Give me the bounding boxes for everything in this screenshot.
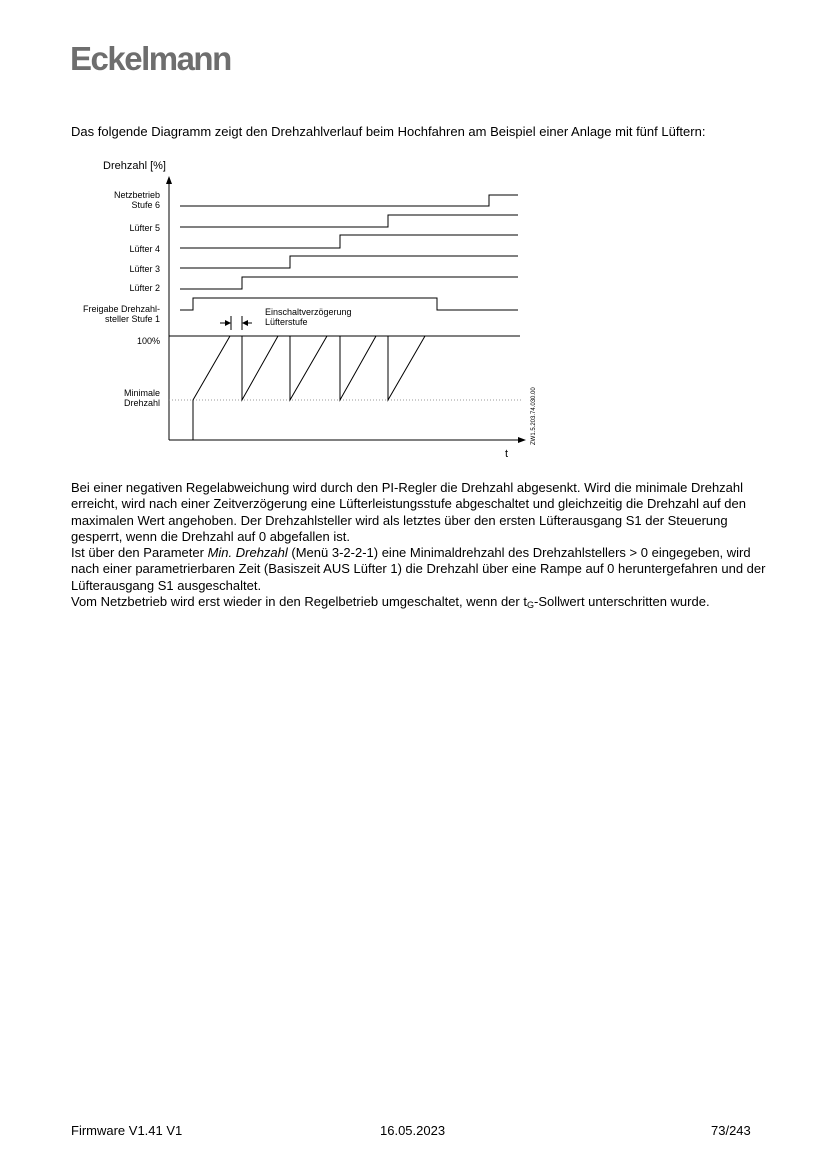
label-netz-2: Stufe 6 <box>131 200 160 210</box>
signal-luefter-2 <box>180 277 518 289</box>
paragraph-3 <box>71 594 771 610</box>
brand-logo: Eckelmann <box>70 40 231 77</box>
footer-firmware: Firmware V1.41 V1 <box>71 1123 183 1138</box>
delay-arrowhead-right <box>242 320 248 326</box>
subscript-g: G <box>526 600 534 611</box>
label-luefter-2: Lüfter 2 <box>129 283 160 293</box>
label-min-1: Minimale <box>123 388 160 398</box>
body-text <box>71 480 771 610</box>
delay-arrowhead-left <box>225 320 231 326</box>
footer-date: 16.05.2023 <box>380 1123 446 1138</box>
delay-label-2: Lüfterstufe <box>265 317 308 327</box>
signal-luefter-4 <box>180 235 518 248</box>
paragraph-2 <box>71 545 771 594</box>
speed-diagram <box>60 150 560 465</box>
x-axis-label: t <box>505 448 509 460</box>
signal-netzbetrieb <box>180 195 518 206</box>
label-min-2: Drehzahl <box>123 398 160 408</box>
y-axis-arrow <box>166 176 172 184</box>
label-netz-1: Netzbetrieb <box>113 190 160 200</box>
intro-text: Das folgende Diagramm zeigt den Drehzahlverlauf beim Hochfahren am Beispiel einer Anlage mit fünf Lüftern: <box>71 124 706 139</box>
paragraph-1: Bei einer negativen Regelabweichung wird durch den PI-Regler die Drehzahl abgesenkt. Wird die minimale Drehzahl erreicht, wird nach einer Zeitverzögerung eine Lüfterleistungsstufe abgeschaltet und gleichzeitig die Drehzahl auf den maximalen Wert angehoben. Der Drehzahlsteller wird als letztes über den ersten Lüfterausgang S1 der Steuerung gesperrt, wenn die Drehzahl auf 0 abgefallen ist. <box>71 480 746 544</box>
paragraph-2-start: Ist über den Parameter <box>71 545 208 561</box>
paragraph-3-end: -Sollwert unterschritten wurde. <box>533 594 710 610</box>
label-luefter-4: Lüfter 4 <box>129 244 160 254</box>
parameter-name: Min. Drehzahl <box>207 545 288 561</box>
x-axis-arrow <box>518 437 526 443</box>
signal-luefter-5 <box>180 215 518 227</box>
label-luefter-3: Lüfter 3 <box>129 264 160 274</box>
label-luefter-5: Lüfter 5 <box>129 223 160 233</box>
figure-id: ZW1.5.203.74.030.00 <box>531 387 537 445</box>
speed-curve <box>193 336 520 440</box>
paragraph-3-start: Vom Netzbetrieb wird erst wieder in den Regelbetrieb umgeschaltet, wenn der t <box>71 594 527 610</box>
label-freigabe-2: steller Stufe 1 <box>104 314 160 324</box>
footer-page-number: 73/243 <box>711 1123 751 1138</box>
y-axis-label: Drehzahl [%] <box>103 160 166 172</box>
label-freigabe-1: Freigabe Drehzahl- <box>82 304 160 314</box>
label-100-percent: 100% <box>136 336 160 346</box>
signal-luefter-3 <box>180 256 518 268</box>
delay-label-1: Einschaltverzögerung <box>265 307 352 317</box>
paragraph-2-end: (Menü 3-2-2-1) eine Minimaldrehzahl des Drehzahlstellers > 0 eingegeben, wird nach einer parametrierbaren Zeit (Basiszeit AUS Lüfter 1) die Drehzahl über eine Rampe auf 0 heruntergefahren und der Lüfterausgang S1 ausgeschaltet. <box>71 545 766 593</box>
